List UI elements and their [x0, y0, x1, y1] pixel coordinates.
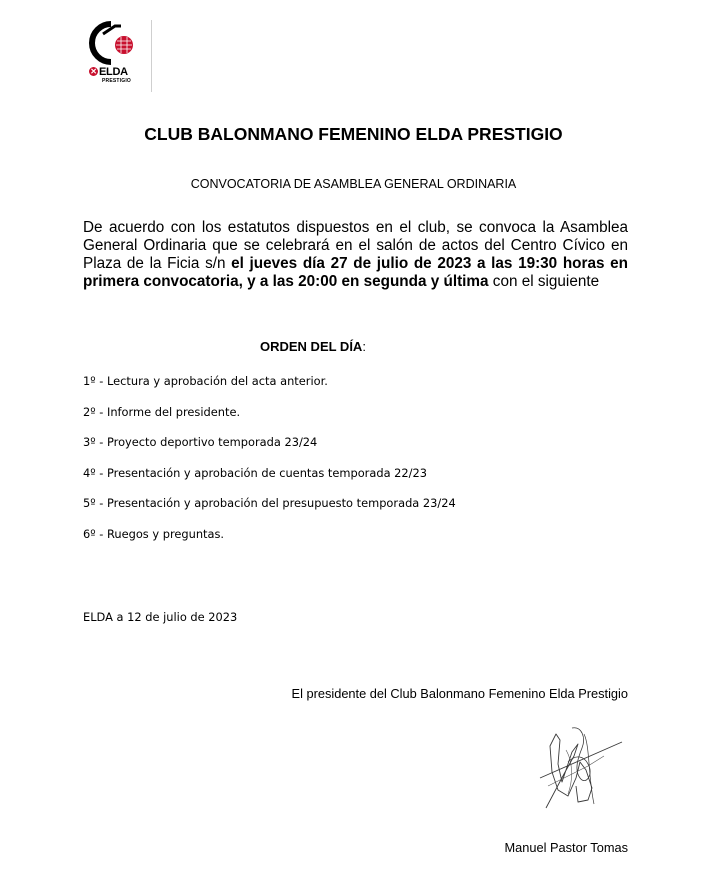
agenda-heading-colon: :	[362, 339, 366, 354]
president-title-line: El presidente del Club Balonmano Femenino Elda Prestigio	[291, 686, 628, 701]
handball-logo-icon	[81, 20, 151, 66]
agenda-item: 2º - Informe del presidente.	[83, 404, 241, 419]
logo-brand-subtext: PRESTIGIO	[102, 78, 132, 84]
agenda-item: 5º - Presentación y aprobación del presupuesto temporada 23/24	[83, 496, 456, 510]
logo-x-icon: ✕	[90, 67, 97, 76]
agenda-item: 4º - Presentación y aprobación de cuentas temporada 22/23	[83, 465, 427, 480]
agenda-item: 6º - Ruegos y preguntas.	[83, 526, 225, 541]
paragraph-emphasis: el jueves día 27 de julio de 2023 a las 19:30 horas en primera convocatoria, y a las 20:00 en segunda y última	[83, 255, 628, 290]
signer-name: Manuel Pastor Tomas	[504, 840, 628, 855]
agenda-heading-text: ORDEN DEL DÍA	[260, 339, 363, 354]
agenda-item: 1º - Lectura y aprobación del acta anterior.	[83, 374, 328, 388]
club-logo	[81, 20, 152, 92]
paragraph-intro: De acuerdo con los estatutos dispuestos en el club, se convoca la Asamblea General Ordinaria que se celebrará en el salón de actos del Centro Cívico en Plaza de la Ficia s/n	[83, 219, 628, 272]
club-title: CLUB BALONMANO FEMENINO ELDA PRESTIGIO	[144, 124, 563, 144]
logo-brand-text: ELDA	[99, 66, 128, 78]
document-subtitle: CONVOCATORIA DE ASAMBLEA GENERAL ORDINARIA	[190, 177, 517, 191]
paragraph-closing: con el siguiente	[488, 273, 600, 290]
agenda-list	[83, 373, 456, 556]
agenda-heading	[260, 339, 366, 355]
handwritten-signature	[528, 716, 630, 818]
agenda-item: 3º - Proyecto deportivo temporada 23/24	[83, 435, 318, 449]
signing-place-date: ELDA a 12 de julio de 2023	[83, 610, 238, 624]
convocation-paragraph	[83, 219, 628, 291]
logo-wordmark	[89, 67, 128, 78]
